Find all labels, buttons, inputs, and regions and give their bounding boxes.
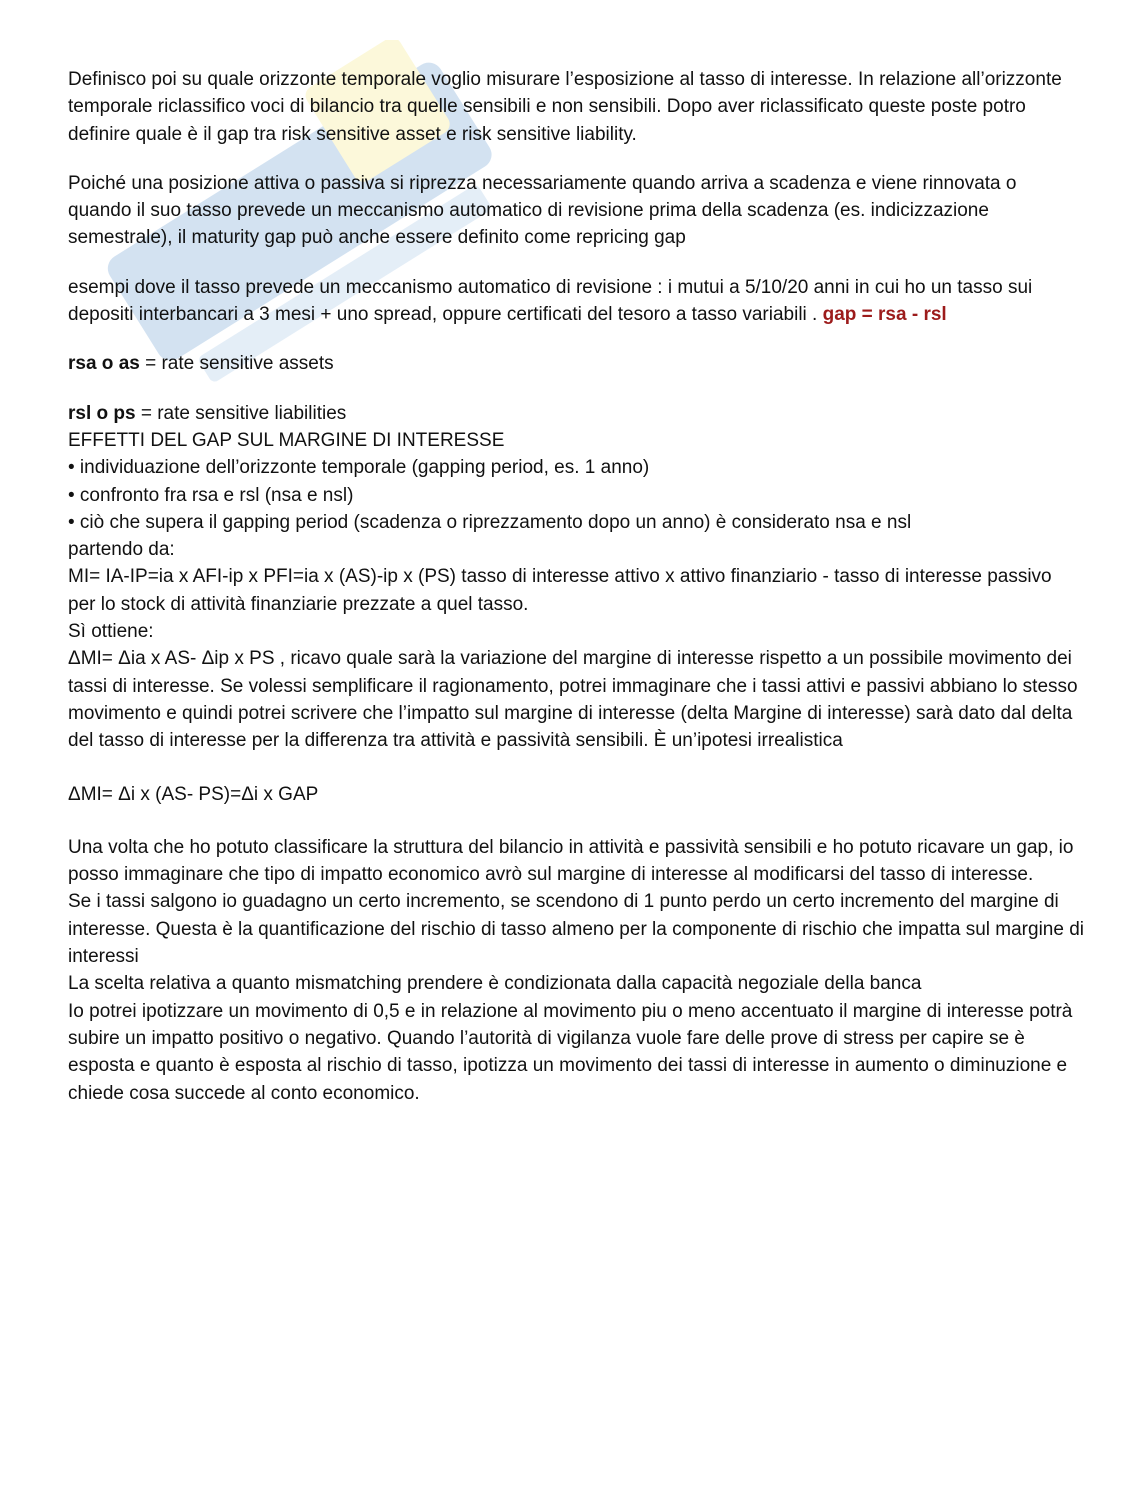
partendo-da: partendo da: bbox=[68, 539, 175, 561]
document-page bbox=[68, 66, 1084, 1107]
paragraph-repricing-gap: Poiché una posizione attiva o passiva si riprezza necessariamente quando arriva a scadenza e viene rinnovata o quando il suo tasso prevede un meccanismo automatico di revisione prima della scadenza (es. indicizzazione semestrale), il maturity gap può anche essere definito come repricing gap bbox=[68, 172, 1017, 249]
paragraph-esempi bbox=[68, 274, 1084, 329]
delta-mi-paragraph: ΔMI= Δia x AS- Δip x PS , ricavo quale sarà la variazione del margine di interesse rispetto a un possibile movimento dei tassi di interesse. Se volessi semplificare il ragionamento, potrei immaginare che i tassi attivi e passivi abbiano lo stesso movimento e quindi potrei scrivere che l’impatto sul margine di interesse (delta Margine di interesse) sarà dato dal delta del tasso di interesse per la differenza tra attività e passività sensibili. È un’ipotesi irrealistica bbox=[68, 648, 1078, 752]
bullet-item: • individuazione dell’orizzonte temporale (gapping period, es. 1 anno) bbox=[68, 457, 650, 479]
mi-formula: MI= IA-IP=ia x AFI-ip x PFI=ia x (AS)-ip x (PS) tasso di interesse attivo x attivo finanziario - tasso di interesse passivo per lo stock di attività finanziarie prezzate a quel tasso. bbox=[68, 566, 1052, 615]
section-heading-effetti: EFFETTI DEL GAP SUL MARGINE DI INTERESSE bbox=[68, 429, 505, 451]
si-ottiene: Sì ottiene: bbox=[68, 621, 154, 643]
gap-formula: gap = rsa - rsl bbox=[822, 304, 947, 326]
paragraph-orizzonte: Definisco poi su quale orizzonte temporale voglio misurare l’esposizione al tasso di interesse. In relazione all’orizzonte temporale riclassifico voci di bilancio tra quelle sensibili e non sensibili. Dopo aver riclassificato queste poste potro definire quale è il gap tra risk sensitive asset e risk sensitive liability. bbox=[68, 69, 1062, 145]
delta-mi-gap-formula: ΔMI= Δi x (AS- PS)=Δi x GAP bbox=[68, 783, 319, 805]
paragraph-se-tassi: Se i tassi salgono io guadagno un certo incremento, se scendono di 1 punto perdo un certo incremento del margine di interesse. Questa è la quantificazione del rischio di tasso almeno per la componente di rischio che impatta sul margine di interessi bbox=[68, 891, 1084, 968]
rsl-definition: = rate sensitive liabilities bbox=[135, 402, 347, 424]
bullet-item: • ciò che supera il gapping period (scadenza o riprezzamento dopo un anno) è considerato nsa e nsl bbox=[68, 511, 912, 533]
bullet-item: • confronto fra rsa e rsl (nsa e nsl) bbox=[68, 484, 354, 506]
paragraph-io-potrei: Io potrei ipotizzare un movimento di 0,5 e in relazione al movimento piu o meno accentuato il margine di interesse potrà subire un impatto positivo o negativo. Quando l’autorità di vigilanza vuole fare delle prove di stress per capire se è esposta e quanto è esposta al rischio di tasso, ipotizza un movimento dei tassi di interesse in aumento o diminuzione e chiede cosa succede al conto economico. bbox=[68, 1000, 1073, 1104]
rsl-term: rsl o ps bbox=[68, 402, 136, 424]
paragraph-scelta: La scelta relativa a quanto mismatching prendere è condizionata dalla capacità negoziale della banca bbox=[68, 973, 922, 995]
definition-rsa bbox=[68, 350, 1084, 377]
rsa-term: rsa o as bbox=[68, 353, 140, 375]
esempi-text: esempi dove il tasso prevede un meccanismo automatico di revisione : i mutui a 5/10/20 anni in cui ho un tasso sui depositi interbancari a 3 mesi + uno spread, oppure certificati del tesoro a tasso variabili . bbox=[68, 276, 1033, 326]
rsa-definition: = rate sensitive assets bbox=[139, 353, 334, 375]
paragraph-una-volta: Una volta che ho potuto classificare la struttura del bilancio in attività e passività sensibili e ho potuto ricavare un gap, io posso immaginare che tipo di impatto economico avrò sul margine di interesse al modificarsi del tasso di interesse. bbox=[68, 836, 1074, 886]
definition-rsl bbox=[68, 400, 1084, 427]
